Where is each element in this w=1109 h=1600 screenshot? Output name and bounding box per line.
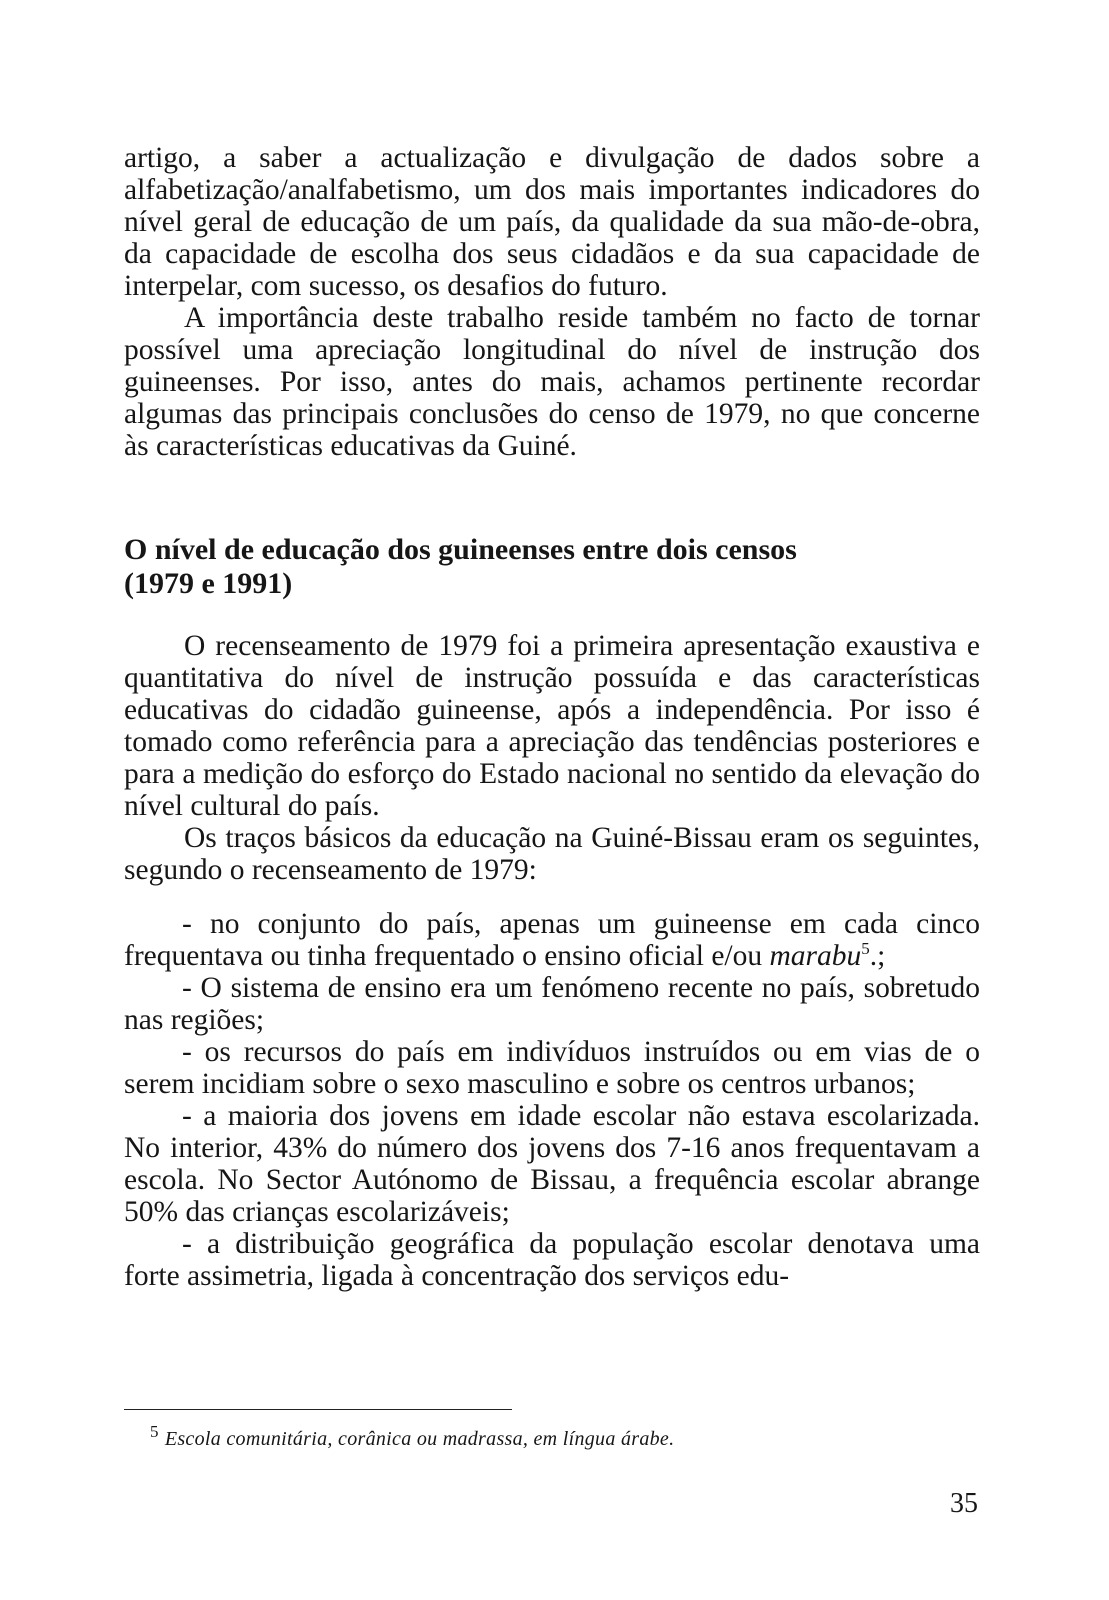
section-paragraph-2: Os traços básicos da educação na Guiné-Bissau eram os seguintes, segundo o recenseamento de 1979: (124, 822, 980, 886)
page-number: 35 (950, 1488, 978, 1519)
bullet-item-1-tail: .; (869, 940, 886, 972)
section-paragraph-1: O recenseamento de 1979 foi a primeira apresentação exaustiva e quantitativa do nível de instrução possuída e das características educativas do cidadão guineense, após a independência. Por isso é tomado como referência para a apreciação das tendências posteriores e para a medição do esforço do Estado nacional no sentido da elevação do nível cultural do país. (124, 630, 980, 822)
marabu-term: marabu (769, 940, 862, 972)
intro-paragraph-1: artigo, a saber a actualização e divulgação de dados sobre a alfabetização/analfabetismo, um dos mais importantes indicadores do nível geral de educação de um país, da qualidade da sua mão-de-obra, da capacidade de escolha dos seus cidadãos e da sua capacidade de interpelar, com sucesso, os desafios do futuro. (124, 142, 980, 302)
footnote-text: Escola comunitária, corânica ou madrassa, em língua árabe. (164, 1428, 675, 1450)
intro-paragraph-2: A importância deste trabalho reside também no facto de tornar possível uma apreciação longitudinal do nível de instrução dos guineenses. Por isso, antes do mais, achamos pertinente recordar algumas das principais conclusões do censo de 1979, no que concerne às características educativas da Guiné. (124, 302, 980, 462)
section-heading-line-2: (1979 e 1991) (124, 567, 293, 600)
section-heading (124, 533, 980, 601)
bullet-item-2: - O sistema de ensino era um fenómeno recente no país, sobretudo nas regiões; (124, 972, 980, 1036)
footnote-divider (124, 1409, 512, 1410)
bullet-item-1 (124, 908, 980, 972)
footnote-marker: 5 (150, 1422, 159, 1442)
footnote-reference: 5 (861, 939, 870, 959)
section-body (124, 630, 980, 1292)
section-heading-line-1: O nível de educação dos guineenses entre dois censos (124, 533, 797, 566)
bullet-item-3: - os recursos do país em indivíduos instruídos ou em vias de o serem incidiam sobre o sexo masculino e sobre os centros urbanos; (124, 1036, 980, 1100)
bullet-item-4: - a maioria dos jovens em idade escolar não estava escolarizada. No interior, 43% do número dos jovens dos 7-16 anos frequentavam a escola. No Sector Autónomo de Bissau, a frequência escolar abrange 50% das crianças escolarizáveis; (124, 1100, 980, 1228)
footnote (150, 1422, 675, 1452)
bullet-item-1-text: - no conjunto do país, apenas um guineense em cada cinco frequentava ou tinha frequentado o ensino oficial e/ou (124, 908, 980, 972)
intro-section (124, 142, 980, 462)
bullet-item-5: - a distribuição geográfica da população escolar denotava uma forte assimetria, ligada à concentração dos serviços edu- (124, 1228, 980, 1292)
